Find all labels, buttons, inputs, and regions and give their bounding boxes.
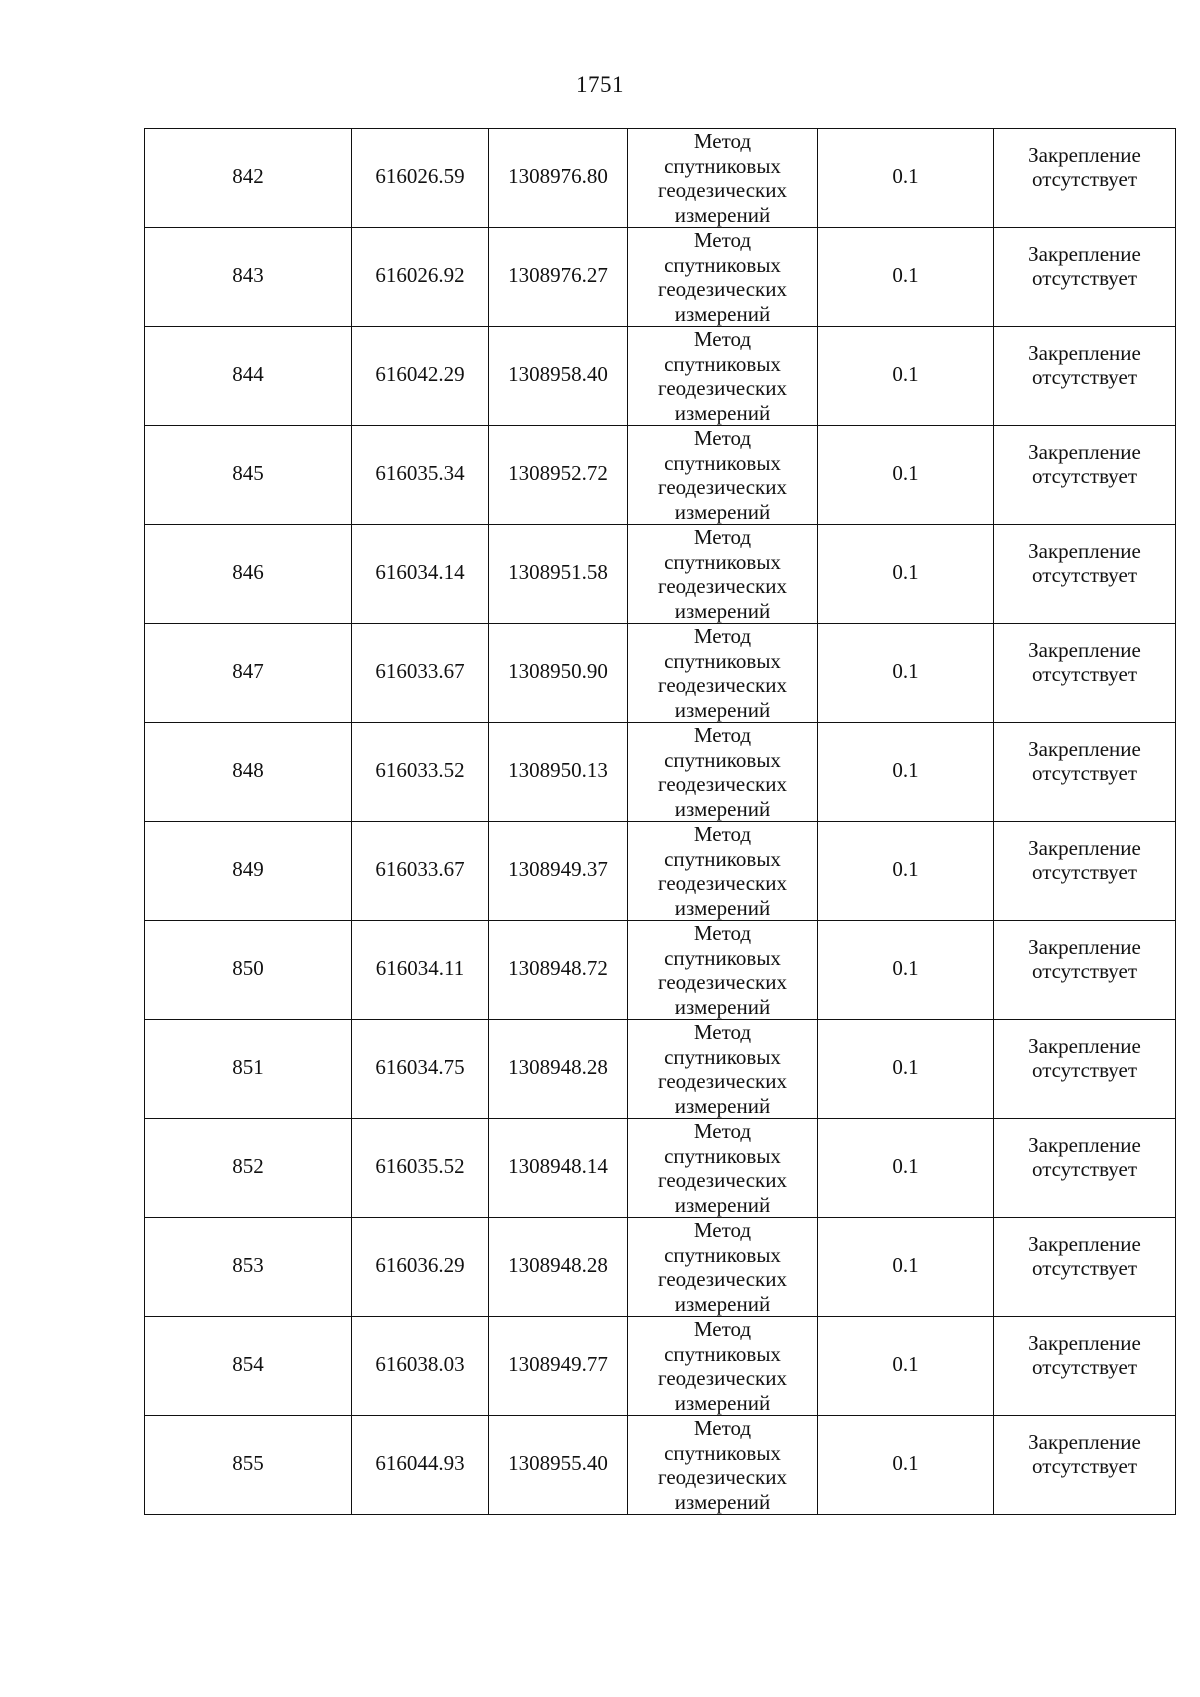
method-cell-line: геодезических <box>657 772 787 796</box>
x-coordinate-cell-text: 616035.34 <box>375 460 465 485</box>
method-cell-line: Метод <box>693 1317 752 1341</box>
method-cell-line: спутниковых <box>664 648 781 673</box>
accuracy-cell <box>818 723 994 822</box>
method-cell <box>628 1416 818 1515</box>
x-coordinate-cell <box>352 921 489 1020</box>
point-number-cell <box>145 1020 352 1119</box>
fixing-cell-line: отсутствует <box>1031 1256 1138 1280</box>
x-coordinate-cell-text: 616026.59 <box>375 163 465 188</box>
table-row <box>145 624 1176 723</box>
point-number-cell <box>145 1317 352 1416</box>
x-coordinate-cell <box>352 624 489 723</box>
method-cell-line: измерений <box>674 796 771 821</box>
table-row <box>145 1119 1176 1218</box>
table-row <box>145 822 1176 921</box>
y-coordinate-cell <box>489 426 628 525</box>
method-cell <box>628 1218 818 1317</box>
point-number-cell-text: 844 <box>232 361 264 386</box>
fixing-cell-line: отсутствует <box>1031 1058 1138 1082</box>
method-cell-line: Метод <box>693 921 752 945</box>
method-cell-line: геодезических <box>657 277 787 301</box>
fixing-cell <box>994 1317 1176 1416</box>
accuracy-cell-text: 0.1 <box>892 1054 919 1079</box>
method-cell-line: спутниковых <box>664 846 781 871</box>
x-coordinate-cell-text: 616034.11 <box>375 955 465 980</box>
y-coordinate-cell <box>489 624 628 723</box>
method-cell <box>628 129 818 228</box>
point-number-cell-text: 842 <box>232 163 264 188</box>
y-coordinate-cell <box>489 228 628 327</box>
accuracy-cell-text: 0.1 <box>892 460 919 485</box>
method-cell <box>628 624 818 723</box>
fixing-cell-line: отсутствует <box>1031 464 1138 488</box>
method-cell-line: спутниковых <box>664 1440 781 1465</box>
method-cell-line: измерений <box>674 499 771 524</box>
method-cell <box>628 426 818 525</box>
method-cell-line: Метод <box>693 525 752 549</box>
y-coordinate-cell <box>489 723 628 822</box>
point-number-cell-text: 847 <box>232 658 264 683</box>
y-coordinate-cell-text: 1308950.13 <box>508 757 608 782</box>
method-cell-line: геодезических <box>657 871 787 895</box>
fixing-cell-line: Закрепление <box>1028 934 1141 959</box>
x-coordinate-cell-text: 616034.14 <box>375 559 465 584</box>
accuracy-cell-text: 0.1 <box>892 361 919 386</box>
method-cell <box>628 822 818 921</box>
y-coordinate-cell <box>489 129 628 228</box>
method-cell <box>628 1119 818 1218</box>
y-coordinate-cell-text: 1308958.40 <box>508 361 608 386</box>
point-number-cell <box>145 525 352 624</box>
y-coordinate-cell-text: 1308976.27 <box>508 262 608 287</box>
method-cell-line: измерений <box>674 1390 771 1415</box>
point-number-cell-text: 845 <box>232 460 264 485</box>
fixing-cell-line: отсутствует <box>1031 365 1138 389</box>
accuracy-cell <box>818 921 994 1020</box>
fixing-cell-line: Закрепление <box>1028 1033 1141 1058</box>
x-coordinate-cell-text: 616035.52 <box>375 1153 465 1178</box>
table-row <box>145 525 1176 624</box>
accuracy-cell <box>818 228 994 327</box>
point-number-cell-text: 851 <box>232 1054 264 1079</box>
method-cell-line: измерений <box>674 1489 771 1514</box>
fixing-cell-line: отсутствует <box>1031 266 1138 290</box>
method-cell-line: геодезических <box>657 1168 787 1192</box>
fixing-cell-line: Закрепление <box>1028 1132 1141 1157</box>
accuracy-cell-text: 0.1 <box>892 1351 919 1376</box>
point-number-cell <box>145 1218 352 1317</box>
x-coordinate-cell <box>352 723 489 822</box>
fixing-cell-line: Закрепление <box>1028 142 1141 167</box>
method-cell-line: Метод <box>693 1020 752 1044</box>
point-number-cell-text: 852 <box>232 1153 264 1178</box>
y-coordinate-cell <box>489 921 628 1020</box>
table-row <box>145 1416 1176 1515</box>
method-cell-line: Метод <box>693 426 752 450</box>
fixing-cell <box>994 426 1176 525</box>
table-row <box>145 129 1176 228</box>
point-number-cell <box>145 327 352 426</box>
method-cell-line: измерений <box>674 994 771 1019</box>
x-coordinate-cell <box>352 1020 489 1119</box>
x-coordinate-cell <box>352 426 489 525</box>
fixing-cell <box>994 624 1176 723</box>
point-number-cell-text: 849 <box>232 856 264 881</box>
method-cell-line: геодезических <box>657 178 787 202</box>
table-row <box>145 1218 1176 1317</box>
y-coordinate-cell <box>489 822 628 921</box>
accuracy-cell-text: 0.1 <box>892 955 919 980</box>
accuracy-cell <box>818 426 994 525</box>
y-coordinate-cell <box>489 525 628 624</box>
fixing-cell-line: отсутствует <box>1031 959 1138 983</box>
point-number-cell <box>145 129 352 228</box>
accuracy-cell-text: 0.1 <box>892 856 919 881</box>
fixing-cell <box>994 1218 1176 1317</box>
accuracy-cell <box>818 1020 994 1119</box>
page-number: 1751 <box>576 72 624 97</box>
method-cell-line: спутниковых <box>664 1341 781 1366</box>
fixing-cell <box>994 129 1176 228</box>
method-cell-line: геодезических <box>657 475 787 499</box>
fixing-cell <box>994 822 1176 921</box>
y-coordinate-cell-text: 1308952.72 <box>508 460 608 485</box>
table-row <box>145 723 1176 822</box>
table-row <box>145 327 1176 426</box>
fixing-cell <box>994 921 1176 1020</box>
fixing-cell-line: Закрепление <box>1028 1429 1141 1454</box>
x-coordinate-cell-text: 616042.29 <box>375 361 465 386</box>
x-coordinate-cell-text: 616034.75 <box>375 1054 465 1079</box>
x-coordinate-cell <box>352 1416 489 1515</box>
accuracy-cell-text: 0.1 <box>892 658 919 683</box>
fixing-cell <box>994 1119 1176 1218</box>
method-cell-line: измерений <box>674 697 771 722</box>
x-coordinate-cell <box>352 1119 489 1218</box>
point-number-cell <box>145 723 352 822</box>
method-cell-line: Метод <box>693 624 752 648</box>
method-cell-line: измерений <box>674 1291 771 1316</box>
y-coordinate-cell <box>489 1119 628 1218</box>
fixing-cell <box>994 723 1176 822</box>
y-coordinate-cell <box>489 1416 628 1515</box>
table-row <box>145 921 1176 1020</box>
accuracy-cell-text: 0.1 <box>892 1450 919 1475</box>
method-cell-line: геодезических <box>657 1366 787 1390</box>
method-cell-line: геодезических <box>657 574 787 598</box>
accuracy-cell-text: 0.1 <box>892 1252 919 1277</box>
method-cell-line: спутниковых <box>664 1242 781 1267</box>
x-coordinate-cell-text: 616026.92 <box>375 262 465 287</box>
y-coordinate-cell-text: 1308955.40 <box>508 1450 608 1475</box>
method-cell-line: геодезических <box>657 1465 787 1489</box>
y-coordinate-cell-text: 1308948.14 <box>508 1153 608 1178</box>
method-cell-line: измерений <box>674 1093 771 1118</box>
x-coordinate-cell-text: 616038.03 <box>375 1351 465 1376</box>
fixing-cell <box>994 1416 1176 1515</box>
method-cell <box>628 525 818 624</box>
y-coordinate-cell <box>489 1317 628 1416</box>
point-number-cell <box>145 426 352 525</box>
x-coordinate-cell-text: 616033.67 <box>375 658 465 683</box>
method-cell-line: измерений <box>674 202 771 227</box>
point-number-cell <box>145 228 352 327</box>
y-coordinate-cell-text: 1308949.37 <box>508 856 608 881</box>
fixing-cell-line: отсутствует <box>1031 1454 1138 1478</box>
accuracy-cell <box>818 1317 994 1416</box>
point-number-cell-text: 846 <box>232 559 264 584</box>
method-cell-line: спутниковых <box>664 747 781 772</box>
fixing-cell-line: отсутствует <box>1031 860 1138 884</box>
accuracy-cell-text: 0.1 <box>892 559 919 584</box>
method-cell-line: Метод <box>693 228 752 252</box>
fixing-cell-line: отсутствует <box>1031 1157 1138 1181</box>
fixing-cell-line: отсутствует <box>1031 167 1138 191</box>
y-coordinate-cell <box>489 327 628 426</box>
y-coordinate-cell-text: 1308950.90 <box>508 658 608 683</box>
y-coordinate-cell-text: 1308948.28 <box>508 1054 608 1079</box>
method-cell <box>628 921 818 1020</box>
point-number-cell-text: 850 <box>232 955 264 980</box>
x-coordinate-cell-text: 616044.93 <box>375 1450 465 1475</box>
y-coordinate-cell-text: 1308951.58 <box>508 559 608 584</box>
method-cell-line: измерений <box>674 400 771 425</box>
fixing-cell-line: Закрепление <box>1028 340 1141 365</box>
coordinates-table-body <box>145 129 1176 1515</box>
method-cell <box>628 723 818 822</box>
method-cell-line: измерений <box>674 895 771 920</box>
method-cell <box>628 1317 818 1416</box>
method-cell-line: спутниковых <box>664 351 781 376</box>
accuracy-cell-text: 0.1 <box>892 1153 919 1178</box>
fixing-cell-line: Закрепление <box>1028 538 1141 563</box>
accuracy-cell-text: 0.1 <box>892 163 919 188</box>
method-cell <box>628 327 818 426</box>
point-number-cell-text: 843 <box>232 262 264 287</box>
x-coordinate-cell <box>352 327 489 426</box>
table-row <box>145 1020 1176 1119</box>
y-coordinate-cell-text: 1308949.77 <box>508 1351 608 1376</box>
fixing-cell <box>994 228 1176 327</box>
y-coordinate-cell-text: 1308948.72 <box>508 955 608 980</box>
table-row <box>145 426 1176 525</box>
accuracy-cell-text: 0.1 <box>892 757 919 782</box>
method-cell-line: геодезических <box>657 1069 787 1093</box>
method-cell <box>628 1020 818 1119</box>
method-cell-line: измерений <box>674 598 771 623</box>
fixing-cell-line: отсутствует <box>1031 563 1138 587</box>
table-row <box>145 1317 1176 1416</box>
method-cell-line: Метод <box>693 327 752 351</box>
fixing-cell <box>994 327 1176 426</box>
fixing-cell-line: Закрепление <box>1028 637 1141 662</box>
x-coordinate-cell <box>352 822 489 921</box>
x-coordinate-cell <box>352 1317 489 1416</box>
accuracy-cell <box>818 624 994 723</box>
fixing-cell-line: Закрепление <box>1028 241 1141 266</box>
method-cell-line: геодезических <box>657 970 787 994</box>
y-coordinate-cell <box>489 1218 628 1317</box>
fixing-cell-line: отсутствует <box>1031 761 1138 785</box>
method-cell-line: спутниковых <box>664 1143 781 1168</box>
x-coordinate-cell <box>352 1218 489 1317</box>
coordinates-table <box>144 128 1176 1515</box>
fixing-cell-line: Закрепление <box>1028 736 1141 761</box>
method-cell-line: геодезических <box>657 376 787 400</box>
y-coordinate-cell-text: 1308948.28 <box>508 1252 608 1277</box>
accuracy-cell <box>818 129 994 228</box>
point-number-cell <box>145 624 352 723</box>
x-coordinate-cell <box>352 129 489 228</box>
accuracy-cell-text: 0.1 <box>892 262 919 287</box>
accuracy-cell <box>818 1119 994 1218</box>
accuracy-cell <box>818 327 994 426</box>
x-coordinate-cell-text: 616033.67 <box>375 856 465 881</box>
method-cell-line: Метод <box>693 129 752 153</box>
x-coordinate-cell <box>352 525 489 624</box>
point-number-cell-text: 855 <box>232 1450 264 1475</box>
accuracy-cell <box>818 525 994 624</box>
method-cell-line: Метод <box>693 723 752 747</box>
method-cell-line: Метод <box>693 822 752 846</box>
fixing-cell-line: отсутствует <box>1031 1355 1138 1379</box>
point-number-cell <box>145 1119 352 1218</box>
fixing-cell <box>994 1020 1176 1119</box>
fixing-cell-line: Закрепление <box>1028 835 1141 860</box>
method-cell-line: геодезических <box>657 1267 787 1291</box>
x-coordinate-cell <box>352 228 489 327</box>
method-cell-line: спутниковых <box>664 1044 781 1069</box>
method-cell-line: спутниковых <box>664 252 781 277</box>
method-cell-line: измерений <box>674 1192 771 1217</box>
method-cell-line: спутниковых <box>664 945 781 970</box>
point-number-cell <box>145 822 352 921</box>
method-cell-line: Метод <box>693 1218 752 1242</box>
y-coordinate-cell <box>489 1020 628 1119</box>
table-row <box>145 228 1176 327</box>
x-coordinate-cell-text: 616033.52 <box>375 757 465 782</box>
fixing-cell-line: Закрепление <box>1028 1231 1141 1256</box>
method-cell-line: спутниковых <box>664 153 781 178</box>
method-cell-line: спутниковых <box>664 450 781 475</box>
x-coordinate-cell-text: 616036.29 <box>375 1252 465 1277</box>
fixing-cell-line: Закрепление <box>1028 439 1141 464</box>
accuracy-cell <box>818 822 994 921</box>
method-cell-line: Метод <box>693 1416 752 1440</box>
fixing-cell-line: отсутствует <box>1031 662 1138 686</box>
method-cell-line: спутниковых <box>664 549 781 574</box>
y-coordinate-cell-text: 1308976.80 <box>508 163 608 188</box>
fixing-cell-line: Закрепление <box>1028 1330 1141 1355</box>
method-cell-line: Метод <box>693 1119 752 1143</box>
point-number-cell <box>145 921 352 1020</box>
fixing-cell <box>994 525 1176 624</box>
point-number-cell-text: 854 <box>232 1351 264 1376</box>
method-cell-line: измерений <box>674 301 771 326</box>
point-number-cell-text: 848 <box>232 757 264 782</box>
point-number-cell-text: 853 <box>232 1252 264 1277</box>
accuracy-cell <box>818 1218 994 1317</box>
accuracy-cell <box>818 1416 994 1515</box>
point-number-cell <box>145 1416 352 1515</box>
method-cell <box>628 228 818 327</box>
method-cell-line: геодезических <box>657 673 787 697</box>
